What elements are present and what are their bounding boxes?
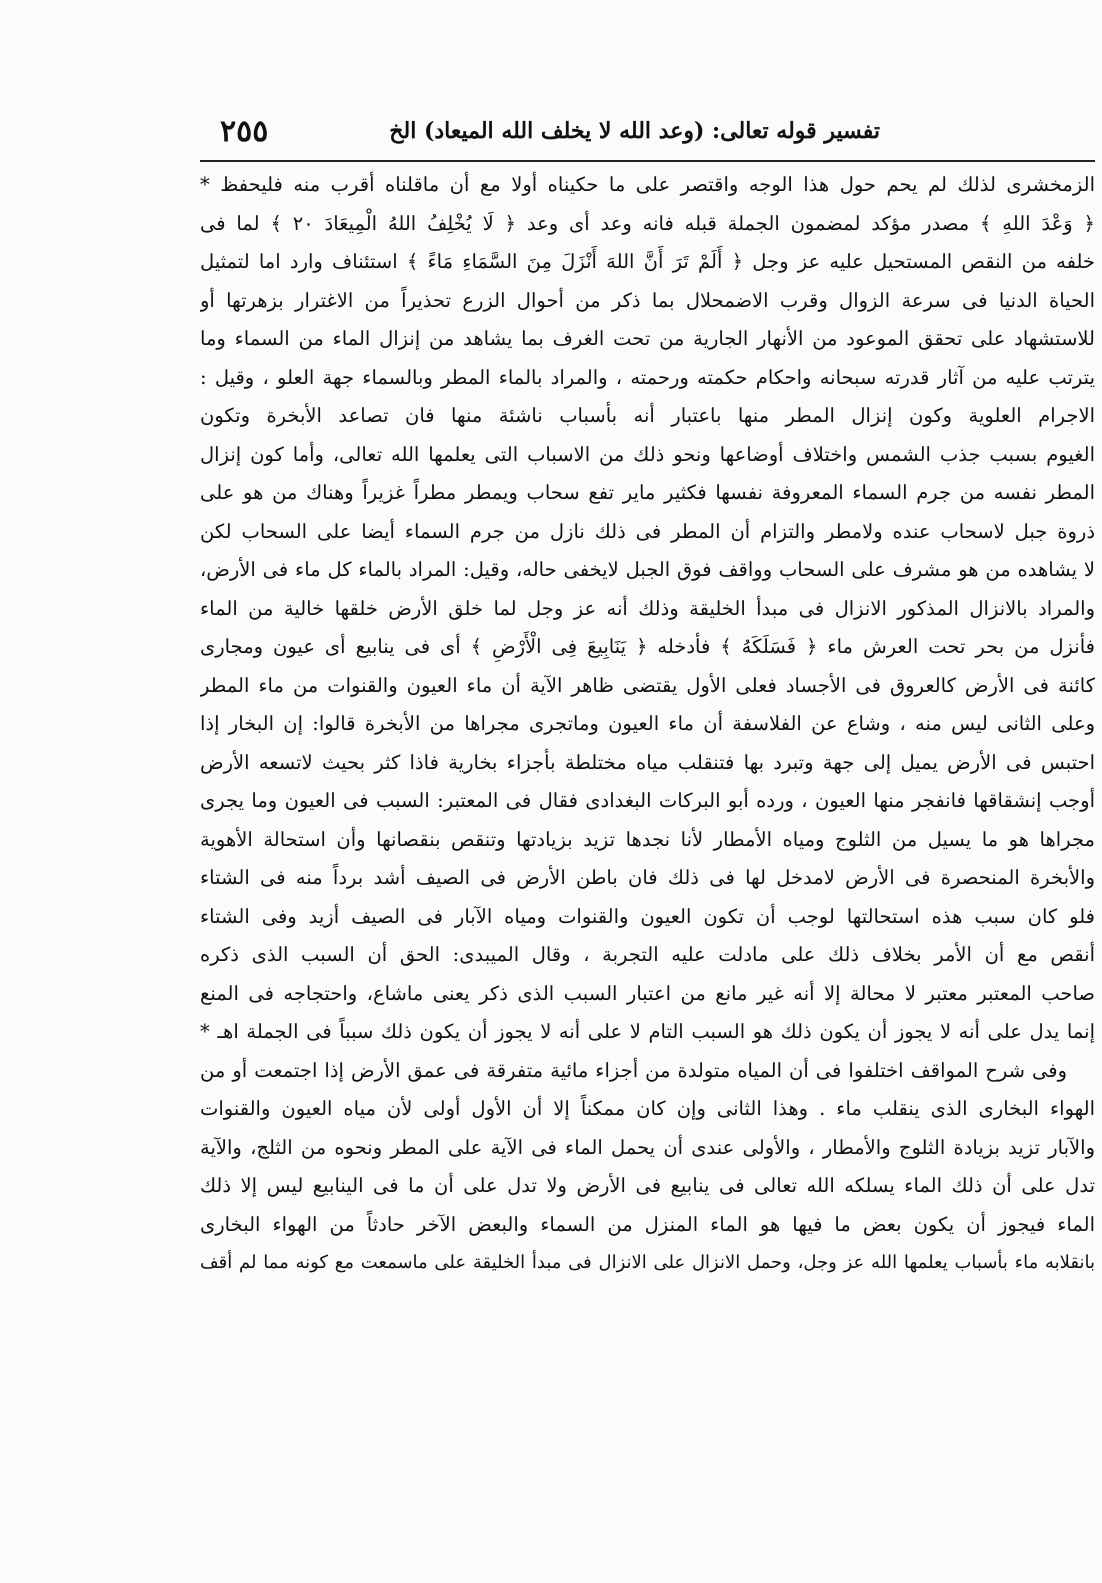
text-line: المطر نفسه من جرم السماء المعروفة نفسها فكثير ماير تفع سحاب ويمطر مطراً غزيراً وهناك من هو على [200, 481, 1095, 504]
text-line: فأنزل من بحر تحت العرش ماء ﴿ فَسَلَكَهُ ﴾ فأدخله ﴿ يَنَابِيعَ فِى الْأَرْضِ ﴾ أى فى ينابيع أى عيون ومجارى [200, 635, 1095, 658]
text-line: الغيوم بسبب جذب الشمس واختلاف أوضاعها ونحو ذلك من الاسباب التى يعلمها الله تعالى، وأما كون إنزال [200, 442, 1095, 466]
page-body [200, 166, 1095, 1283]
text-line: ذروة جبل لاسحاب عنده ولامطر والتزام أن المطر فى ذلك نازل من جرم السماء أيضا على السحاب لكن [200, 519, 1095, 543]
text-line: الزمخشرى لذلك لم يحم حول هذا الوجه واقتصر على ما حكيناه أولا مع أن ماقلناه أقرب منه فليحفظ * [200, 173, 1095, 196]
text-line: أنقص مع أن الأمر بخلاف ذلك على مادلت عليه التجربة ، وقال الميبدى: الحق أن السبب الذى ذكره [200, 943, 1095, 966]
text-line: يترتب عليه من آثار قدرته سبحانه واحكام حكمته ورحمته ، والمراد بالماء المطر وبالسماء جهة العلو ، وقيل : [200, 365, 1095, 389]
text-line: والمراد بالانزال المذكور الانزال فى مبدأ الخليقة وذلك أنه عز وجل لما خلق الأرض خلقها خالية من الماء [200, 596, 1095, 620]
page-number: ٢٥٥ [220, 114, 269, 149]
text-line: الحياة الدنيا فى سرعة الزوال وقرب الاضمحلال بما ذكر من أحوال الزرع تحذيراً من الاغترار بزهرتها أو [200, 288, 1095, 312]
text-line: الاجرام العلوية وكون إنزال المطر منها باعتبار أنه بأسباب ناشئة منها فان تصاعد الأبخرة وتكون [200, 404, 1095, 427]
text-line: فلو كان سبب هذه استحالتها لوجب أن تكون العيون والقنوات ومياه الآبار فى الصيف أزيد وفى الشتاء [200, 904, 1095, 928]
text-line: الماء فيجوز أن يكون بعض ما فيها هو الماء المنزل من السماء والبعض الآخر حادثاً من الهواء البخارى [200, 1212, 1095, 1236]
text-line: كائنة فى الأرض كالعروق فى الأجساد فعلى الأول يقتضى ظاهر الآية أن ماء العيون والقنوات من ماء المطر [200, 673, 1095, 697]
text-line: صاحب المعتبر معتبر لا محالة إلا أنه غير مانع من اعتبار السبب الذى ذكر يعنى ماشاع، واحتجاجه فى المنع [200, 981, 1095, 1005]
text-line: وعلى الثانى ليس منه ، وشاع عن الفلاسفة أن ماء العيون وماتجرى مجراها من الأبخرة قالوا: إن البخار إذا [200, 712, 1095, 735]
running-title: تفسير قوله تعالى: (وعد الله لا يخلف الله الميعاد) الخ [389, 118, 880, 144]
paragraph-start-line: وفى شرح المواقف اختلفوا فى أن المياه متولدة من أجزاء مائية متفرقة فى عمق الأرض إذا اجتمعت أو من [200, 1058, 1067, 1082]
text-line: أوجب إنشقاقها فانفجر منها العيون ، ورده أبو البركات البغدادى فقال فى المعتبر: السبب فى العيون وما يجرى [200, 789, 1095, 812]
text-line: الهواء البخارى الذى ينقلب ماء . وهذا الثانى وإن كان ممكناً إلا أن الأول أولى لأن مياه العيون والقنوات [200, 1097, 1095, 1120]
text-line: بانقلابه ماء بأسباب يعلمها الله عز وجل، وحمل الانزال على الانزال فى مبدأ الخليقة على ماسمعت مع كونه مما لم أقف [200, 1252, 1095, 1273]
text-line: والآبار تزيد بزيادة الثلوج والأمطار ، والأولى عندى أن يحمل الماء فى الآية على المطر ونحوه من الثلج، والآية [200, 1135, 1095, 1159]
header-divider [200, 160, 1095, 162]
text-line: لا يشاهده من هو مشرف على السحاب وواقف فوق الجبل لايخفى حاله، وقيل: المراد بالماء كل ماء فى الأرض، [200, 558, 1095, 581]
text-line: للاستشهاد على تحقق الموعود من الأنهار الجارية من تحت الغرف بما يشاهد من إنزال الماء من السماء وما [200, 327, 1095, 350]
text-line: والأبخرة المنحصرة فى الأرض لامدخل لها فى ذلك فان باطن الأرض فى الصيف أشد برداً منه فى الشتاء [200, 866, 1095, 889]
text-line: خلفه من النقص المستحيل عليه عز وجل ﴿ أَلَمْ تَرَ أَنَّ اللهَ أَنْزَلَ مِنَ السَّمَاءِ مَاءً ﴾ استئناف وارد اما لتمثيل [200, 250, 1095, 273]
text-line: تدل على أن ذلك الماء يسلكه الله تعالى فى ينابيع فى الأرض ولا تدل على أن ما فى الينابيع ليس إلا ذلك [200, 1174, 1095, 1197]
text-line: ﴿ وَعْدَ اللهِ ﴾ مصدر مؤكد لمضمون الجملة قبله فانه وعد أى وعد ﴿ لَا يُخْلِفُ اللهُ الْمِيعَادَ ٢٠ ﴾ لما فى [200, 211, 1095, 235]
page-header [200, 112, 1095, 158]
text-line: إنما يدل على أنه لا يجوز أن يكون ذلك هو السبب التام لا على أنه لا يجوز أن يكون ذلك سبباً فى الجملة اهـ * [200, 1020, 1095, 1043]
text-line: مجراها هو ما يسيل من الثلوج ومياه الأمطار لأنا نجدها تزيد بزيادتها وتنقص بنقصانها وأن استحالة الأهوية [200, 827, 1095, 851]
text-line: احتبس فى الأرض يميل إلى جهة وتبرد بها فتنقلب مياه مختلطة بأجزاء بخارية فاذا كثر بحيث لاتسعه الأرض [200, 750, 1095, 774]
